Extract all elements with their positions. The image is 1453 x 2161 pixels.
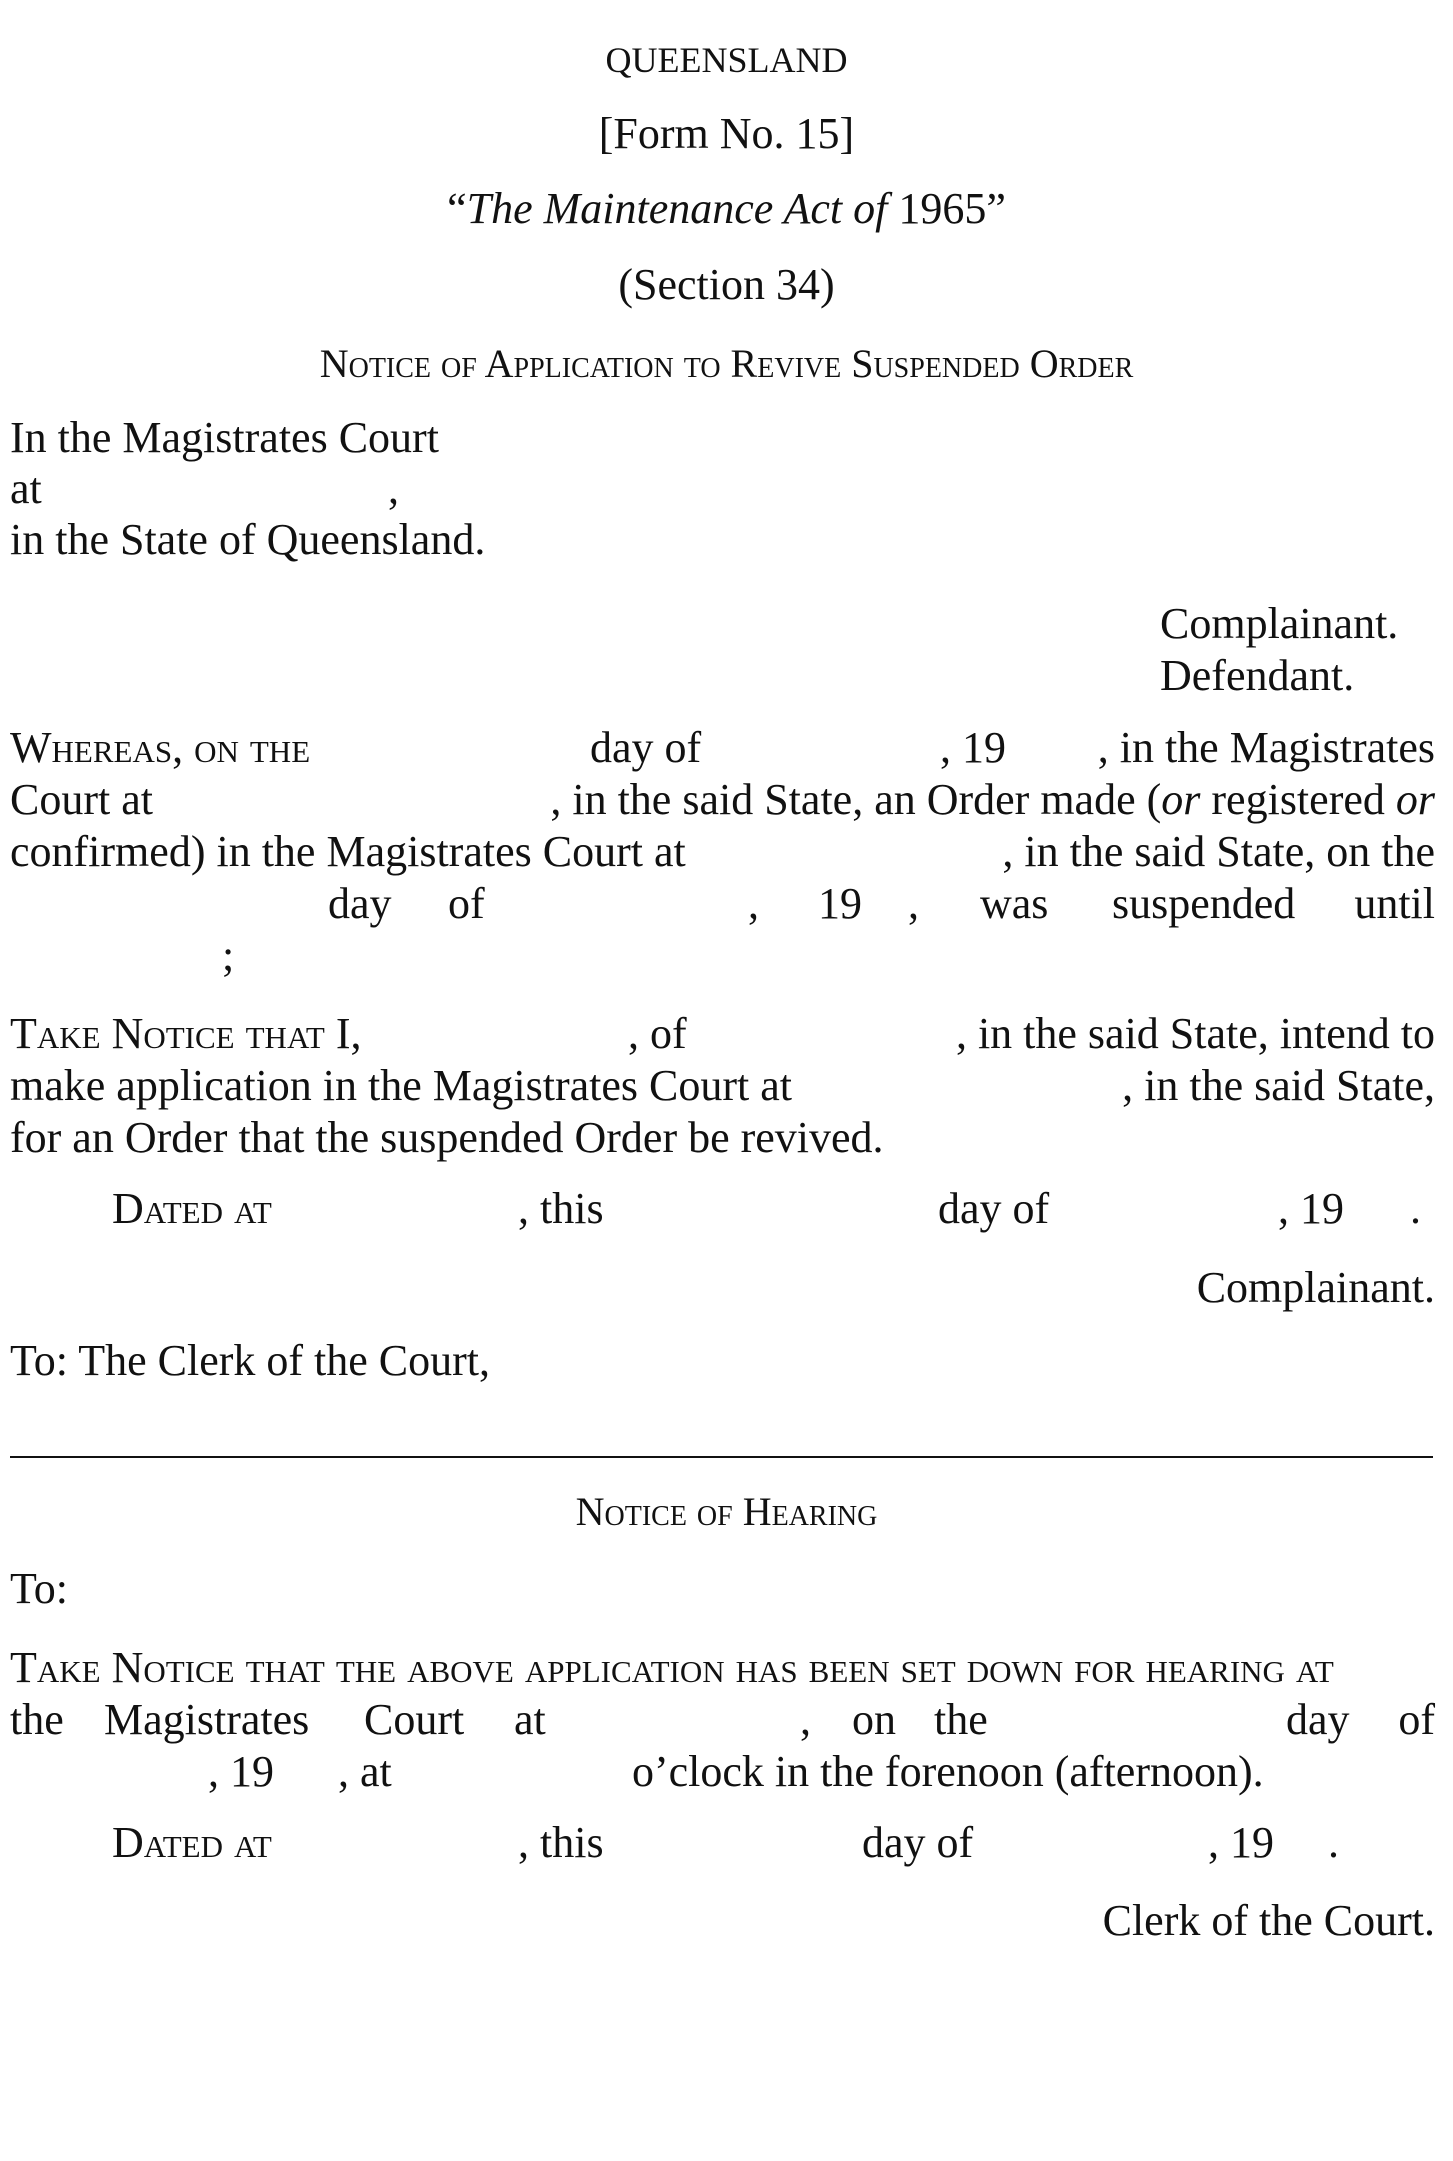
hearing-line-2-the: the [10, 1695, 64, 1744]
whereas-line-2a: Court at [10, 775, 153, 824]
hearing-line-2-on: on [852, 1695, 896, 1744]
hearing-line-2-of: of [1398, 1695, 1435, 1744]
party-defendant: Defendant. [1160, 651, 1355, 700]
whereas-line-5: ; [222, 931, 235, 980]
whereas-line-4-19: 19 [818, 879, 862, 928]
whereas-or-1: or [1161, 775, 1201, 824]
hearing-line-3-at: , at [338, 1747, 392, 1796]
whereas-line-4-until: until [1354, 879, 1435, 928]
whereas-line-1b: day of [590, 723, 702, 772]
dated-day-of-1: day of [938, 1184, 1050, 1233]
section-reference: (Section 34) [618, 260, 835, 309]
hearing-line-3-year: , 19 [208, 1747, 274, 1796]
court-line-2-comma: , [388, 464, 399, 513]
dated-this-1: , this [518, 1184, 604, 1233]
hearing-title: Notice of Hearing [575, 1489, 878, 1534]
whereas-line-4-of: of [448, 879, 485, 928]
whereas-line-4-comma2: , [908, 879, 919, 928]
whereas-line-3a: confirmed) in the Magistrates Court at [10, 827, 686, 876]
dated-year-2: , 19 [1208, 1818, 1274, 1867]
whereas-line-3b: , in the said State, on the [1002, 827, 1435, 876]
section-divider [10, 1456, 1433, 1458]
hearing-line-3-oclock: o’clock in the forenoon (afternoon). [632, 1747, 1264, 1796]
take-notice-text: Take Notice that I, [10, 1009, 362, 1058]
hearing-line-2-at: at [514, 1695, 546, 1744]
dated-period-1: . [1410, 1184, 1421, 1233]
whereas-line-1a [10, 722, 310, 774]
take-notice-line-1c: , in the said State, intend to [955, 1009, 1435, 1058]
hearing-to: To: [10, 1564, 69, 1613]
act-quote-close: ” [986, 184, 1006, 233]
state-heading: QUEENSLAND [605, 40, 848, 80]
take-notice-line-3: for an Order that the suspended Order be revived. [10, 1113, 884, 1162]
whereas-line-1c: , 19 [940, 723, 1006, 772]
court-line-1: In the Magistrates Court [10, 413, 439, 462]
whereas-registered: registered [1200, 775, 1396, 824]
signature-clerk: Clerk of the Court. [1102, 1896, 1435, 1945]
hearing-line-1 [10, 1642, 1334, 1694]
dated-this-2: , this [518, 1818, 604, 1867]
dated-day-of-2: day of [862, 1818, 974, 1867]
signature-complainant: Complainant. [1196, 1263, 1435, 1312]
act-title [0, 183, 1453, 235]
party-complainant: Complainant. [1160, 599, 1399, 648]
hearing-line-2-magistrates: Magistrates [104, 1695, 310, 1744]
whereas-or-2: or [1395, 775, 1435, 824]
dated-period-2: . [1328, 1818, 1339, 1867]
take-notice-line-2b: , in the said State, [1122, 1061, 1435, 1110]
whereas-line-4-comma1: , [748, 879, 759, 928]
dated-year-1: , 19 [1278, 1184, 1344, 1233]
whereas-line-4-day: day [328, 879, 392, 928]
hearing-line-2-day: day [1286, 1695, 1350, 1744]
hearing-line-2-comma: , [800, 1695, 811, 1744]
whereas-line-4-suspended: suspended [1112, 879, 1296, 928]
whereas-line-2-text: , in the said State, an Order made ( [550, 775, 1162, 824]
whereas-line-1d: , in the Magistrates [1097, 723, 1435, 772]
dated-at-2: Dated at [112, 1818, 272, 1867]
take-notice-line-1b: , of [628, 1009, 687, 1058]
act-quote-open: “ [447, 184, 467, 233]
whereas-text: Whereas, on the [10, 723, 311, 772]
hearing-line-1-text: Take Notice that the above application has been set down for hearing at [10, 1643, 1334, 1692]
hearing-line-2-court: Court [364, 1695, 465, 1744]
whereas-line-4-was: was [980, 879, 1049, 928]
to-clerk: To: The Clerk of the Court, [10, 1336, 491, 1385]
whereas-line-2b [550, 774, 1435, 826]
take-notice-line-2a: make application in the Magistrates Court at [10, 1061, 793, 1110]
act-year: 1965 [898, 184, 987, 233]
form-number: [Form No. 15] [598, 109, 855, 158]
act-title-italic: The Maintenance Act of [466, 184, 888, 233]
take-notice-line-1a [10, 1008, 362, 1060]
court-line-3: in the State of Queensland. [10, 515, 486, 564]
dated-at-1: Dated at [112, 1184, 272, 1233]
notice-title: Notice of Application to Revive Suspended Order [319, 341, 1134, 386]
court-line-2: at [10, 464, 42, 513]
hearing-line-2-the2: the [934, 1695, 988, 1744]
